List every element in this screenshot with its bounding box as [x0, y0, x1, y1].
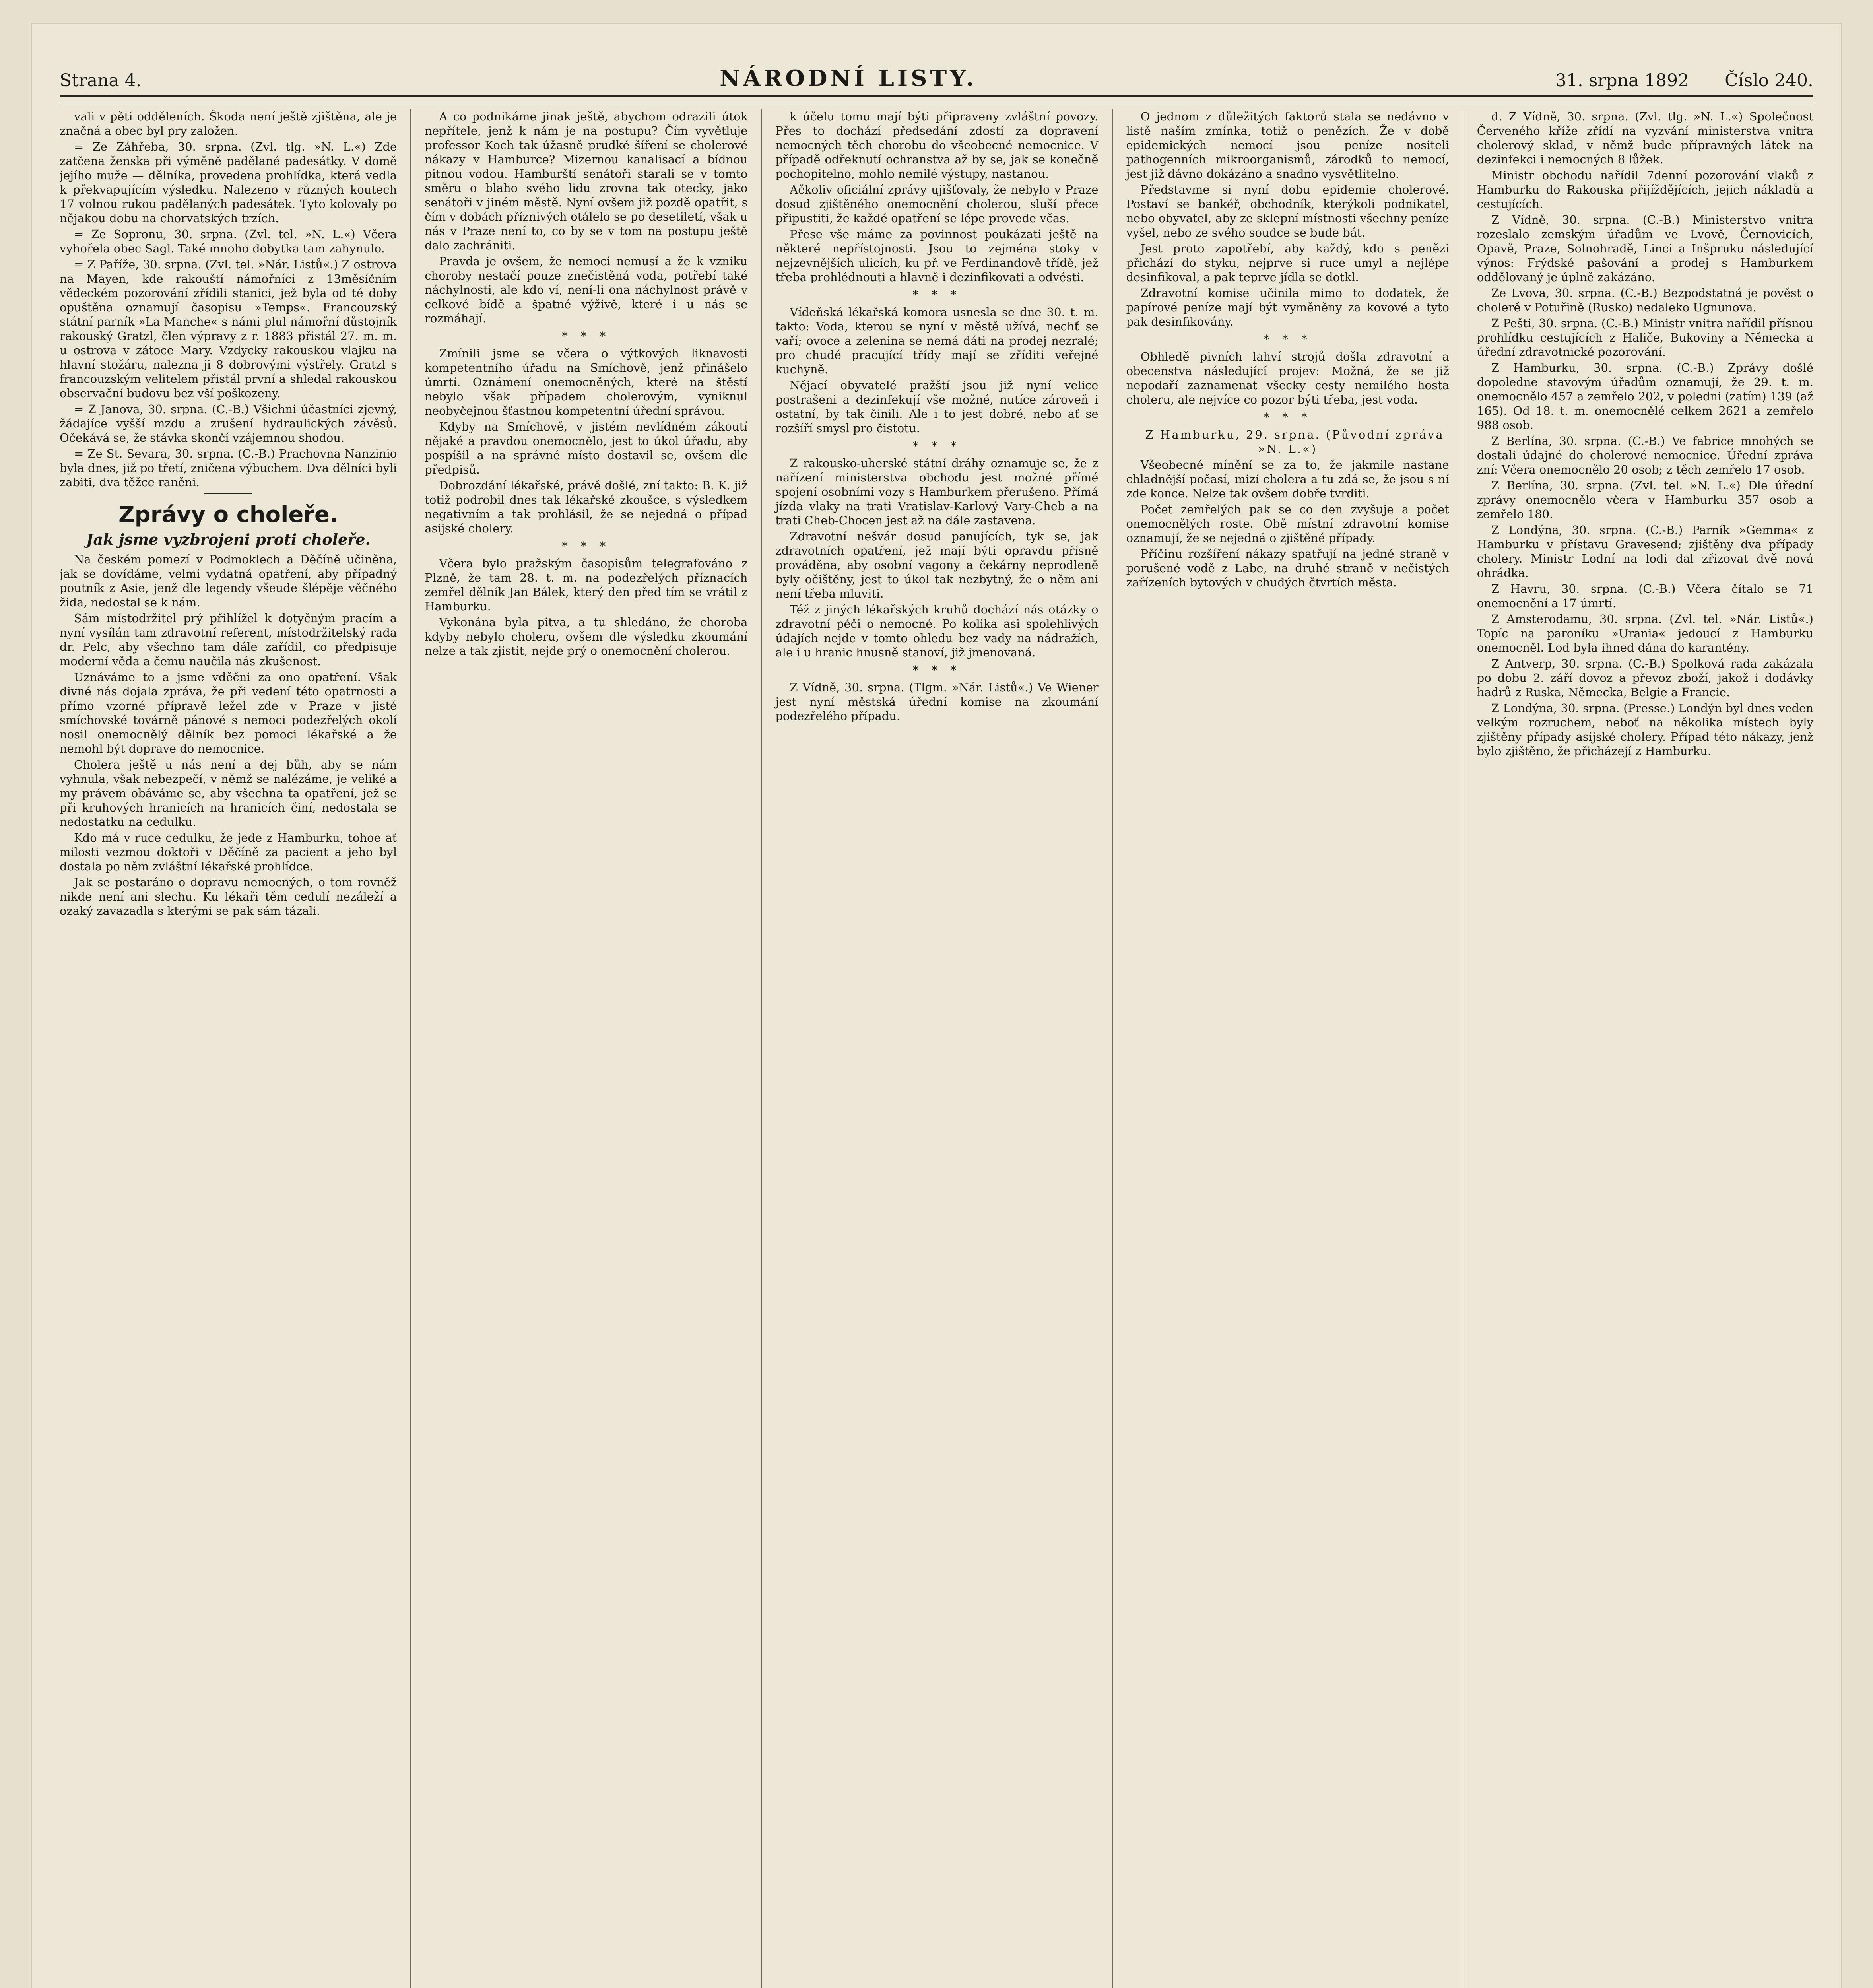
article-paragraph: Počet zemřelých pak se co den zvyšuje a počet onemocnělých roste. Obě místní zdravotní komise oznamují, že se nejedná o zjištěné případy. — [1126, 503, 1449, 545]
article-paragraph: Zdravotní komise učinila mimo to dodatek, že papírové peníze mají být vyměněny za kovové a tyto pak desinfikovány. — [1126, 286, 1449, 328]
article-paragraph: Kdo má v ruce cedulku, že jede z Hamburku, tohoe ať milosti vezmou doktoři v Děčíně za pacient a jeho byl dostala po něm zvláštní lékařské prohlídce. — [60, 831, 397, 873]
issue-date: 31. srpna 1892 — [1555, 70, 1689, 91]
asterism: * * * — [1263, 410, 1312, 424]
section-divider — [204, 493, 252, 494]
column-3 — [761, 109, 1112, 1988]
article-paragraph: O jednom z důležitých faktorů stala se nedávno v listě naším zmínka, totiž o penězích. Že v době epidemických nemocí jsou peníze nositeli pathogenních mikroorganismů, zárodků to nemocí, jest již dávno dokázáno a snadno vysvětlitelno. — [1126, 110, 1449, 181]
article-paragraph: Z Antverp, 30. srpna. (C.-B.) Spolková rada zakázala po dobu 2. září dovoz a převoz zboží, jakož i dodávky hadrů z Ruska, Německa, Belgie a Francie. — [1477, 657, 1813, 699]
column-5 — [1463, 109, 1813, 1988]
asterism: * * * — [912, 288, 961, 301]
article-paragraph: Včera bylo pražským časopisům telegrafováno z Plzně, že tam 28. t. m. na podezřelých příznacích zemřel dělník Jan Bálek, který den před tím se vrátil z Hamburku. — [425, 557, 748, 613]
article-paragraph: k účelu tomu mají býti připraveny zvláštní povozy. Přes to dochází předsedání zdostí za dopravení nemocných těch chorobu do všeobecné nemocnice. V případě odřeknutí ochranstva až by se, jak se konečně pochopitelno, mohlo nemilé výstupy, nastanou. — [775, 110, 1099, 181]
article-paragraph: Jak se postaráno o dopravu nemocných, o tom rovněž nikde není ani slechu. Ku lékaři těm cedulí nezáleží a ozaký zavazadla s kterými se pak sám tázali. — [60, 876, 397, 918]
article-paragraph: Ze Lvova, 30. srpna. (C.-B.) Bezpodstatná je pověst o cholerě v Potuřině (Rusko) nedaleko Ugnunova. — [1477, 286, 1813, 314]
article-paragraph: Též z jiných lékařských kruhů dochází nás otázky o zdravotní péči o nemocné. Po kolika asi spolehlivých údajích nejde v tomto ohledu bez vady na nádražích, ale i u hranic hnusně stanoví, již jmenovaná. — [775, 603, 1099, 659]
newspaper-page — [32, 24, 1841, 1988]
article-paragraph: Ministr obchodu nařídil 7denní pozorování vlaků z Hamburku do Rakouska přijíždějících, jejich nákladů a cestujících. — [1477, 169, 1813, 211]
article-paragraph: Na českém pomezí v Podmoklech a Děčíně učiněna, jak se dovídáme, velmi vydatná opatření, aby případný poutník z Asie, jenž dle legendy všeude šlépěje věčného žida, nedostal se k nám. — [60, 553, 397, 609]
article-paragraph: Z Berlína, 30. srpna. (Zvl. tel. »N. L.«) Dle úřední zprávy onemocnělo včera v Hamburku 357 osob a zemřelo 180. — [1477, 479, 1813, 521]
asterism: * * * — [1263, 332, 1312, 346]
column-4 — [1112, 109, 1463, 1988]
section-subtitle: Jak jsme vyzbrojeni proti choleře. — [86, 530, 371, 548]
article-paragraph: Příčinu rozšíření nákazy spatřují na jedné straně v porušené vodě z Labe, na druhé straně v nečistých zařízeních bytových v chudých čtvrtích města. — [1126, 547, 1449, 589]
article-paragraph: = Z Janova, 30. srpna. (C.-B.) Všichni účastníci zjevný, žádajíce vyšší mzdu a zrušení hydraulických závěsů. Očekává se, že stávka skončí vzájemnou shodou. — [60, 402, 397, 445]
article-paragraph: Dobrozdání lékařské, právě došlé, zní takto: B. K. již totiž podrobil dnes tak lékařské zkoušce, s výsledkem negativním a tak prohlásil, že se nejedná o případ asijské cholery. — [425, 479, 748, 535]
article-paragraph: Vídeňská lékařská komora usnesla se dne 30. t. m. takto: Voda, kterou se nyní v městě užívá, nechť se vaří; ovoce a zelenina se nemá dáti na prodej nezralé; pro chudé pracující třídy mají se zříditi veřejné kuchyně. — [775, 305, 1099, 376]
article-paragraph: = Z Paříže, 30. srpna. (Zvl. tel. »Nár. Listů«.) Z ostrova na Mayen, kde rakouští námořníci z 13měsíčním vědeckém pozorování zřídili stanici, jež byla od té doby opuštěna oznamují časopisu »Temps«. Francouzský státní parník »La Manche« s námi plul námořní důstojník rakouský Gratzl, člen výpravy z r. 1883 přistál 27. m. m. u ostrova v zátoce Mary. Vzdycky rakouskou vlajku na hlavní stožáru, nalezna ji 8 dobrovými výstřely. Gratzl s francouzským velitelem přistál první a shledal rakouskou observační budovu bez vší poškozeny. — [60, 258, 397, 400]
article-paragraph: Z Amsterodamu, 30. srpna. (Zvl. tel. »Nár. Listů«.) Topíc na paroníku »Urania« jedoucí z Hamburku onemocněl. Lod byla ihned dána do karantény. — [1477, 612, 1813, 654]
article-paragraph: Obhledě pivních lahví strojů došla zdravotní a obecenstva následující projev: Možná, že se již nepodaří zaznamenat všecky cesty nemilého hosta choleru, ale nejvíce co pozor býti třeba, jest voda. — [1126, 350, 1449, 406]
article-paragraph: Vykonána byla pitva, a tu shledáno, že choroba kdyby nebylo choleru, ovšem dle výsledku zkoumání nelze a tak zjistit, nejde prý o onemocnění cholerou. — [425, 615, 748, 658]
masthead — [60, 52, 1813, 89]
article-paragraph: Z Havru, 30. srpna. (C.-B.) Včera čítalo se 71 onemocnění a 17 úmrtí. — [1477, 582, 1813, 610]
article-paragraph: = Ze Záhřeba, 30. srpna. (Zvl. tlg. »N. L.«) Zde zatčena ženska při výměně padělané padesátky. V domě jejího muže — dělníka, provedena prohlídka, která vedla k překvapujícím výsledku. Nalezeno v různých koutech 17 volnou rukou padělaných padesátek. Tyto kolovaly po nějakou dobu na chorvatských trzích. — [60, 140, 397, 225]
article-paragraph: Přese vše máme za povinnost poukázati ještě na některé nepřístojnosti. Jsou to zejména stoky v nejzevnějších ulicích, ku př. ve Ferdinandově třídě, jež třeba prohlédnouti a hlavně i dezinfikovati a odvésti. — [775, 227, 1099, 284]
article-paragraph: Z Berlína, 30. srpna. (C.-B.) Ve fabrice mnohých se dostali údajné do cholerové nemocnice. Úřední zpráva zní: Včera onemocnělo 20 osob; z těch zemřelo 17 osob. — [1477, 434, 1813, 476]
article-paragraph: Sám místodržitel prý přihlížel k dotyčným pracím a nyní vysílán tam zdravotní referent, místodržitelský rada dr. Pelc, aby všechno tam dále zařídil, co předpisuje moderní věda a čemu naučila nás zkušenost. — [60, 612, 397, 668]
article-paragraph: Z Londýna, 30. srpna. (C.-B.) Parník »Gemma« z Hamburku v přístavu Gravesend; zjištěny dva případy cholery. Ministr Lodní na lodi dal zřizovat dvě nová ohrádka. — [1477, 523, 1813, 580]
article-paragraph: = Ze Sopronu, 30. srpna. (Zvl. tel. »N. L.«) Včera vyhořela obec Sagl. Také mnoho dobytka tam zahynulo. — [60, 227, 397, 255]
newspaper-title: NÁRODNÍ LISTY. — [720, 65, 977, 91]
article-paragraph: Cholera ještě u nás není a dej bůh, aby se nám vyhnula, však nebezpečí, v němž se nalézáme, je veliké a my právem obáváme se, aby všechna ta opatření, jež se při kruhových hranicích na hranicích činí, nedostala se nedostatku na cedulku. — [60, 758, 397, 829]
article-paragraph: Jest proto zapotřebí, aby každý, kdo s penězi přichází do styku, nejprve si ruce umyl a nejlépe desinfikoval, a pak teprve jídla se dotkl. — [1126, 242, 1449, 284]
article-paragraph: Uznáváme to a jsme vděčni za ono opatření. Však divné nás dojala zpráva, že při vedení této opatrnosti a přímo vzorné přípravě ležel zde v Praze v jisté smíchovské továrně pánové s nemoci podezřelých okolí nosil onemocnělý dělník bez pomoci lékařské a že nemohl být doprave do nemocnice. — [60, 670, 397, 755]
article-paragraph: Pravda je ovšem, že nemoci nemusí a že k vzniku choroby nestačí pouze znečistěná voda, potřebí také náchylnosti, ale kdo ví, není-li ona náchylnost právě v celkové bídě a špatné výživě, které i u nás se rozmáhají. — [425, 254, 748, 325]
article-paragraph: = Ze St. Sevara, 30. srpna. (C.-B.) Prachovna Nanzinio byla dnes, již po třetí, zničena výbuchem. Dva dělníci byli zabiti, dva těžce raněni. — [60, 447, 397, 489]
masthead-right — [1555, 72, 1813, 89]
asterism: * * * — [912, 439, 961, 452]
article-paragraph: d. Z Vídně, 30. srpna. (Zvl. tlg. »N. L.«) Společnost Červeného kříže zřídí na vyzvání ministerstva vnitra cholerový sklad, v němž bude přípravných látek na dezinfekci i nemocných 8 lůžek. — [1477, 110, 1813, 166]
issue-number: Číslo 240. — [1725, 70, 1813, 91]
article-paragraph: Z Hamburku, 30. srpna. (C.-B.) Zprávy došlé dopoledne stavovým úřadům oznamují, že 29. t. m. onemocnělo 457 a zemřelo 202, v poledni (zatím) 139 (až 165). Od 18. t. m. onemocnělé celkem 2621 a zemřelo 988 osob. — [1477, 361, 1813, 432]
asterism: * * * — [912, 663, 961, 677]
article-paragraph: Ačkoliv oficiální zprávy ujišťovaly, že nebylo v Praze dosud zjištěného onemocnění cholerou, sluší přece připustiti, že každé opatření se lépe provede včas. — [775, 183, 1099, 225]
masthead-rule — [60, 95, 1813, 103]
article-paragraph: Z Pešti, 30. srpna. (C.-B.) Ministr vnitra nařídil přísnou prohlídku cestujících z Haliče, Bukoviny a Německa a úřední zdravotnické pozorování. — [1477, 316, 1813, 359]
article-paragraph: Všeobecné mínění se za to, že jakmile nastane chladnější počasí, mizí cholera a tu zdá se, že jsou s ní zde konce. Nelze tak ovšem dobře tvrditi. — [1126, 458, 1449, 500]
article-paragraph: Zdravotní nešvár dosud panujících, tyk se, jak zdravotních opatření, jež mají býti opravdu přísně prováděna, aby osobní vagony a čekárny neprodleně byly očištěny, jest to úkol tak nezbytný, že o něm ani není třeba mluviti. — [775, 530, 1099, 600]
column-1 — [60, 109, 410, 1988]
section-title: Zprávy o choleře. — [118, 502, 338, 528]
article-paragraph: Z Londýna, 30. srpna. (Presse.) Londýn byl dnes veden velkým rozruchem, neboť na několika místech byly zjištěny případy asijské cholery. Případ této nákazy, jenž bylo zjištěno, že přicházejí z Hamburku. — [1477, 701, 1813, 758]
asterism: * * * — [562, 329, 611, 343]
page-label: Strana 4. — [60, 70, 142, 91]
asterism: * * * — [562, 539, 611, 553]
article-paragraph: A co podnikáme jinak ještě, abychom odrazili útok nepřítele, jenž k nám je na postupu? Čím vyvětluje professor Koch tak úžasně prudké šíření se cholerové nákazy v Hamburce? Mizernou kanalisací a bídnou pitnou vodou. Hamburští senátoři starali se v tomto směru o blaho svého lidu zrovna tak otecky, jako senátoři v jiném městě. Nyní ovšem již pozdě opatřit, s čím v dobách příznivých otálelo se po desetiletí, však u nás v Praze není to, co by se v tom na postupu ještě dalo zachrániti. — [425, 110, 748, 252]
article-paragraph: Z Vídně, 30. srpna. (Tlgm. »Nár. Listů«.) Ve Wiener jest nyní městská úřední komise na zkoumání podezřelého případu. — [775, 681, 1099, 723]
article-paragraph: Kdyby na Smíchově, v jistém nevlídném zákoutí nějaké a pravdou onemocnělo, jest to úkol úřadu, aby pospíšil a na správné místo dostavil se, ovšem dle předpisů. — [425, 420, 748, 476]
article-paragraph: Představme si nyní dobu epidemie cholerové. Postaví se bankéř, obchodník, kterýkoli podnikatel, nebo obyvatel, aby ze sklepní místnosti všechny peníze vyšel, nebo ze svého soudce se bude bát. — [1126, 183, 1449, 239]
article-paragraph: Nějací obyvatelé pražští jsou již nyní velice postrašeni a dezinfekují vše možné, nutíce zároveň i ostatní, by tak činili. Ale i to jest dobré, nebo ať se rozšíří smysl pro čistotu. — [775, 379, 1099, 435]
article-paragraph: Z Vídně, 30. srpna. (C.-B.) Ministerstvo vnitra rozeslalo zemským úřadům ve Lvově, Černovicích, Opavě, Praze, Solnohradě, Linci a Inšpruku následující výnos: Frýdské pašování a prodej s Hamburkem oddělovaný je úplně zakázáno. — [1477, 213, 1813, 284]
article-paragraph: vali v pěti odděleních. Škoda není ještě zjištěna, ale je značná a obec byl pry založen. — [60, 110, 397, 138]
article-paragraph: Zmínili jsme se včera o výtkových liknavosti kompetentního úřadu na Smíchově, jenž přinášelo úmrtí. Oznámení onemocněných, které na štěstí nebylo však případem cholerovým, vyniknul neobyčejnou šťastnou kompetentní úřední správou. — [425, 347, 748, 417]
dispatch-dateline: Z Hamburku, 29. srpna. (Původní zpráva »N. L.«) — [1145, 428, 1444, 456]
columns — [60, 109, 1813, 1988]
article-paragraph: Z rakousko-uherské státní dráhy oznamuje se, že z nařízení ministerstva obchodu jest možné přímé spojení osobními vozy s Hamburkem přerušeno. Přímá jízda vlaky na trati Vratislav-Karlový Vary-Cheb a na trati Cheb-Chocen jest až na dále zastavena. — [775, 456, 1099, 527]
column-2 — [410, 109, 761, 1988]
